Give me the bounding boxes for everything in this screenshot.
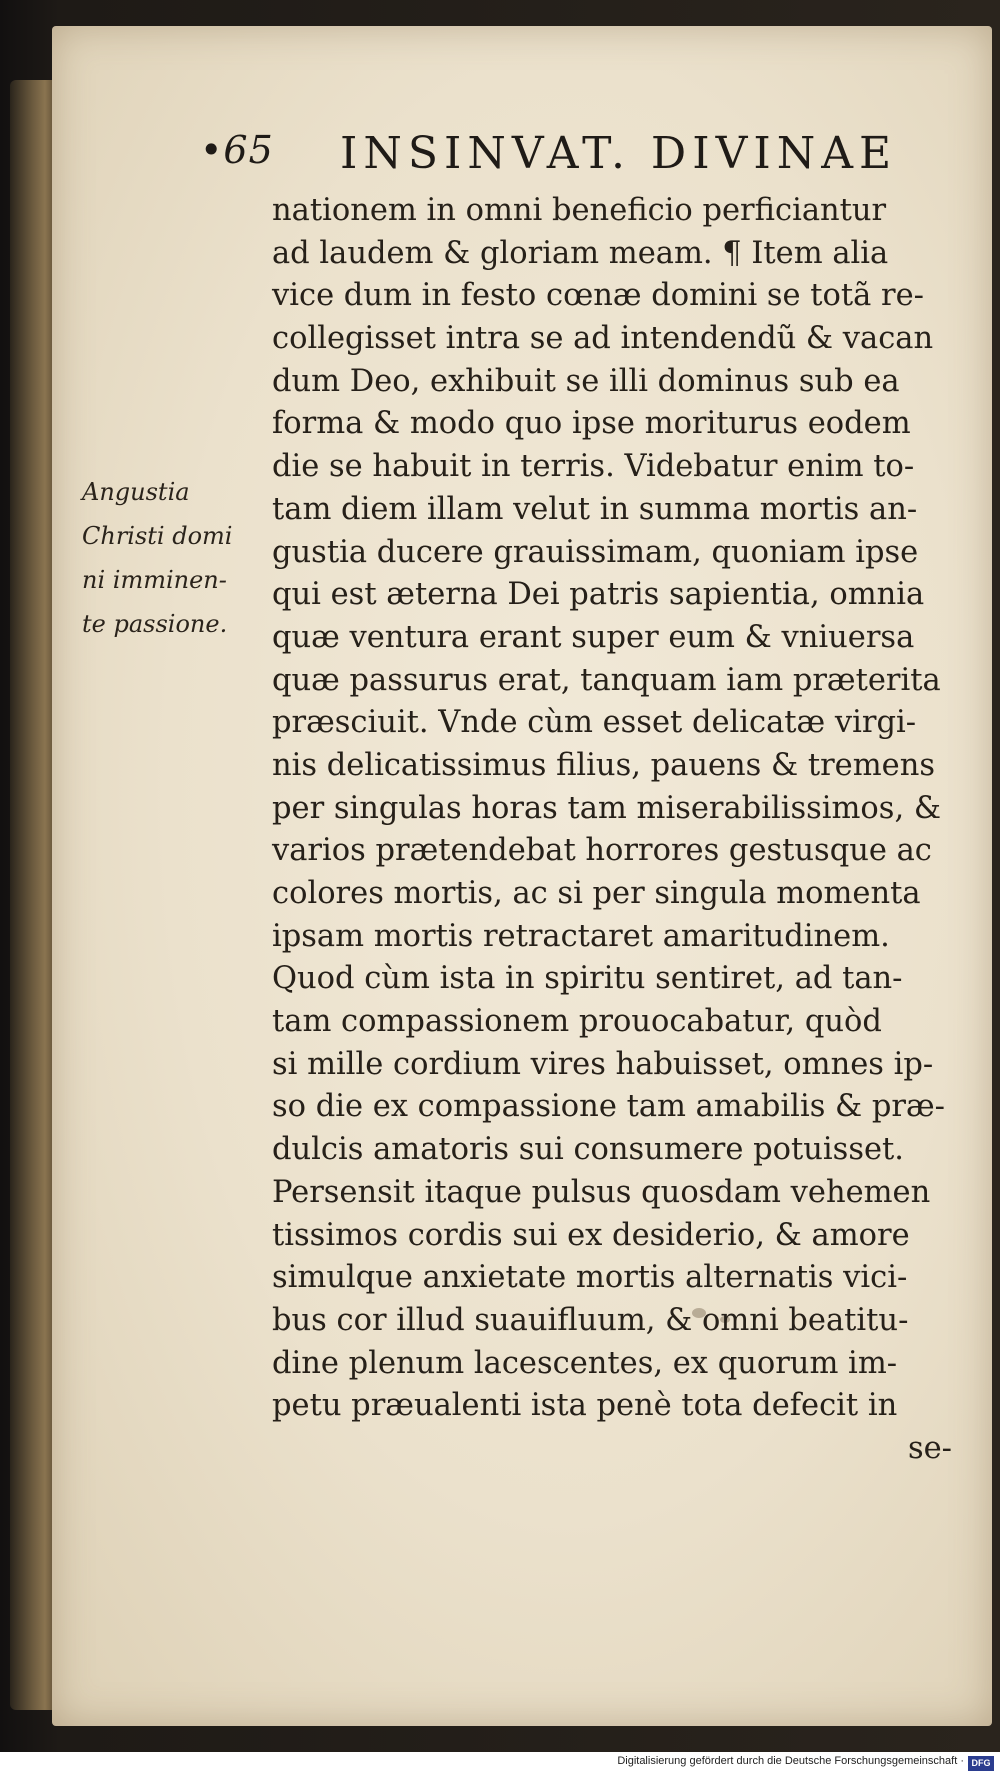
marginal-line: Angustia xyxy=(82,478,190,506)
text-line: vice dum in festo cœnæ domini se totã re- xyxy=(272,278,924,314)
text-line: quæ ventura erant super eum & vniuersa xyxy=(272,619,915,655)
marginal-line: te passione. xyxy=(82,610,228,638)
text-line: die se habuit in terris. Videbatur enim to- xyxy=(272,449,915,485)
footer-credit: Digitalisierung gefördert durch die Deutsche Forschungsgemeinschaft · xyxy=(617,1755,964,1767)
text-line: forma & modo quo ipse moriturus eodem xyxy=(272,406,911,442)
text-line: Quod cùm ista in spiritu sentiret, ad tan- xyxy=(272,961,903,997)
marginal-line: ni imminen- xyxy=(82,566,227,594)
text-line: nationem in omni beneficio perficiantur xyxy=(272,193,887,228)
text-line: so die ex compassione tam amabilis & præ- xyxy=(272,1089,945,1125)
text-line: quæ passurus erat, tanquam iam præterita xyxy=(272,662,941,698)
text-line: tam diem illam velut in summa mortis an- xyxy=(272,491,918,527)
dfg-logo: DFG xyxy=(968,1756,994,1771)
running-head: INSINVAT. DIVINAE xyxy=(340,128,898,179)
text-line: si mille cordium vires habuisset, omnes ip- xyxy=(272,1046,934,1082)
text-line: dulcis amatoris sui consumere potuisset. xyxy=(272,1132,904,1168)
digitization-footer xyxy=(0,1752,1000,1776)
text-line: ad laudem & gloriam meam. ¶ Item alia xyxy=(272,235,889,271)
text-line: simulque anxietate mortis alternatis vici- xyxy=(272,1260,908,1296)
text-line: tam compassionem prouocabatur, quòd xyxy=(272,1004,882,1040)
marginal-line: Christi domi xyxy=(82,522,233,550)
catchword: se- xyxy=(907,1430,952,1466)
text-line: dine plenum lacescentes, ex quorum im- xyxy=(272,1345,898,1381)
text-line: collegisset intra se ad intendendũ & vacan xyxy=(272,321,934,357)
text-line: per singulas horas tam miserabilissimos, & xyxy=(272,790,941,826)
text-line: tissimos cordis sui ex desiderio, & amore xyxy=(272,1217,910,1253)
text-line: bus cor illud suauifluum, & omni beatitu- xyxy=(272,1302,909,1338)
marginal-note xyxy=(82,470,282,646)
text-line: gustia ducere grauissimam, quoniam ipse xyxy=(272,534,919,570)
text-line: ipsam mortis retractaret amaritudinem. xyxy=(272,918,890,954)
text-line: petu præualenti ista penè tota defecit in xyxy=(272,1388,898,1424)
text-line: colores mortis, ac si per singula momenta xyxy=(272,876,921,911)
text-line: dum Deo, exhibuit se illi dominus sub ea xyxy=(272,363,900,399)
page-number: •65 xyxy=(200,128,274,172)
text-line: qui est æterna Dei patris sapientia, omnia xyxy=(272,577,925,613)
body-text xyxy=(272,190,972,1471)
text-line: præsciuit. Vnde cùm esset delicatæ virgi- xyxy=(272,705,917,741)
text-line: nis delicatissimus filius, pauens & tremens xyxy=(272,747,936,783)
text-line: Persensit itaque pulsus quosdam vehemen xyxy=(272,1174,931,1210)
text-line: varios prætendebat horrores gestusque ac xyxy=(272,833,932,869)
page-header xyxy=(200,128,1000,188)
